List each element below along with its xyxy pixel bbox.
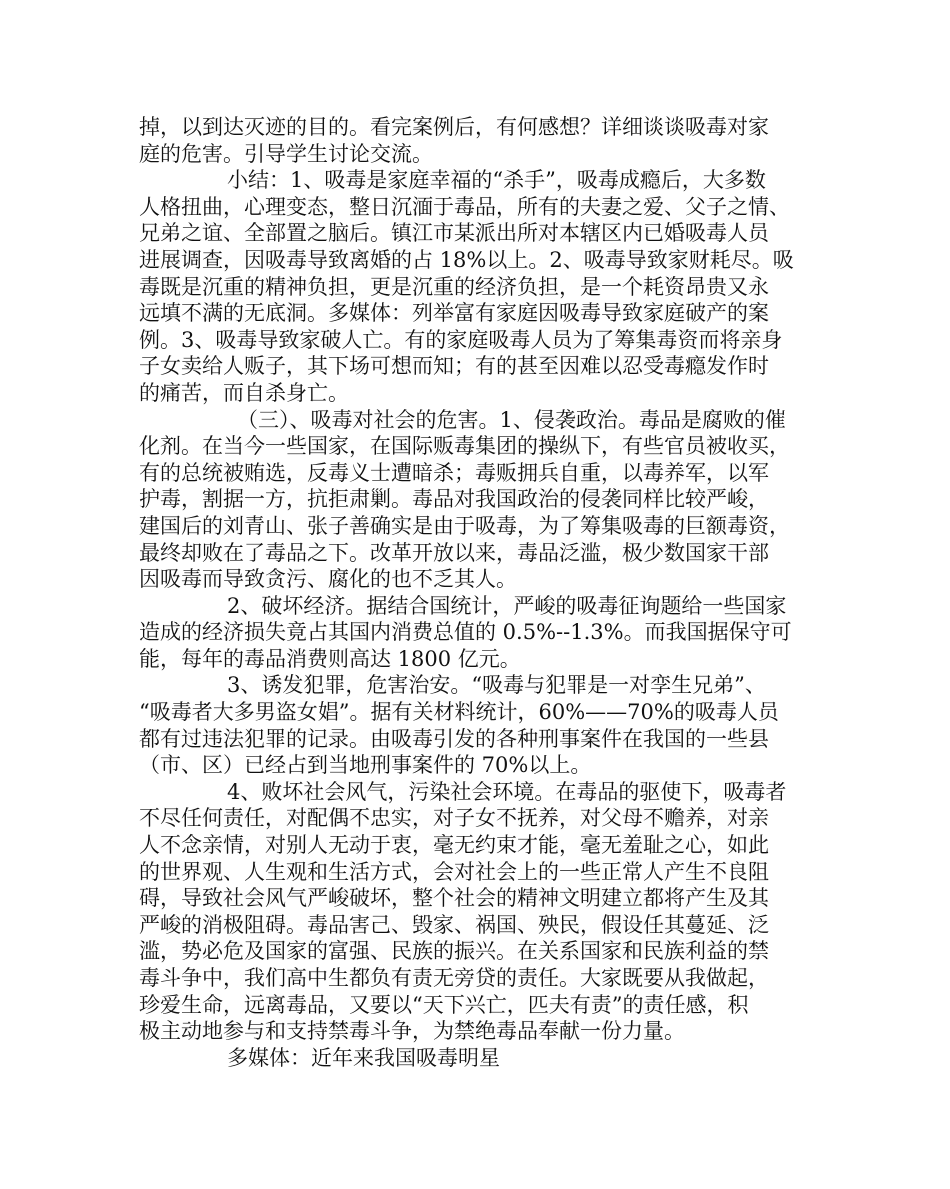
paragraph-multimedia [139, 1045, 829, 1072]
text-line: 化剂。在当今一些国家，在国际贩毒集团的操纵下，有些官员被收买， [139, 434, 790, 459]
text-line: “吸毒者大多男盗女娼”。据有关材料统计，60%——70%的吸毒人员 [139, 700, 779, 725]
paragraph-summary [139, 167, 829, 406]
text-line: 珍爱生命，远离毒品，又要以“天下兴亡，匹夫有责”的责任感，积 [139, 992, 749, 1017]
text-line: 最终却败在了毒品之下。改革开放以来，毒品泛滥，极少数国家干部 [139, 540, 769, 565]
paragraph-crime [139, 672, 829, 778]
text-line: 毒斗争中，我们高中生都负有责无旁贷的责任。大家既要从我做起， [139, 966, 769, 990]
paragraph-case-discussion [139, 114, 829, 167]
text-line: 小结：1、吸毒是家庭幸福的“杀手”，吸毒成瘾后，大多数 [227, 168, 766, 193]
text-line: 的世界观、人生观和生活方式，会对社会上的一些正常人产生不良阻 [139, 859, 769, 884]
text-line: 3、诱发犯罪，危害治安。“吸毒与犯罪是一对孪生兄弟”、 [227, 673, 766, 698]
paragraph-society-politics [139, 407, 829, 593]
text-line: 例。3、吸毒导致家破人亡。有的家庭吸毒人员为了筹集毒资而将亲身 [139, 327, 783, 352]
text-line: 都有过违法犯罪的记录。由吸毒引发的各种刑事案件在我国的一些县 [139, 726, 769, 751]
text-line: 极主动地参与和支持禁毒斗争，为禁绝毒品奉献一份力量。 [139, 1019, 685, 1044]
text-line: 能，每年的毒品消费则高达 1800 亿元。 [139, 646, 521, 671]
document-body [139, 114, 829, 1071]
paragraph-social-morals [139, 779, 829, 1045]
text-line: 严峻的消极阻碍。毒品害己、毁家、祸国、殃民，假设任其蔓延、泛 [139, 912, 769, 937]
text-line: 人格扭曲，心理变态，整日沉湎于毒品，所有的夫妻之爱、父子之情、 [139, 194, 790, 219]
text-line: 人不念亲情，对别人无动于衷，毫无约束才能，毫无羞耻之心，如此 [139, 833, 769, 858]
text-line: 不尽任何责任，对配偶不忠实，对子女不抚养，对父母不赡养，对亲 [139, 806, 769, 831]
text-line: 4、败坏社会风气，污染社会环境。在毒品的驱使下，吸毒者 [227, 779, 787, 804]
paragraph-economy [139, 593, 829, 673]
text-line: 2、破坏经济。据结合国统计，严峻的吸毒征询题给一些国家 [227, 593, 787, 618]
text-line: 因吸毒而导致贪污、腐化的也不乏其人。 [139, 567, 517, 592]
text-line: 毒既是沉重的精神负担，更是沉重的经济负担，是一个耗资昂贵又永 [139, 274, 769, 299]
text-line: 碍，导致社会风气严峻破坏，整个社会的精神文明建立都将产生及其 [139, 886, 769, 911]
text-line: （三）、吸毒对社会的危害。1、侵袭政治。毒品是腐败的催 [237, 407, 786, 432]
text-line: 的痛苦，而自杀身亡。 [139, 380, 349, 405]
text-line: 远填不满的无底洞。多媒体：列举富有家庭因吸毒导致家庭破产的案 [139, 301, 769, 326]
text-line: 有的总统被贿选，反毒义士遭暗杀；毒贩拥兵自重，以毒养军，以军 [139, 460, 769, 485]
text-line: 进展调查，因吸毒导致离婚的占 18%以上。2、吸毒导致家财耗尽。吸 [139, 247, 794, 272]
text-line: 庭的危害。引导学生讨论交流。 [139, 141, 433, 166]
text-line: 子女卖给人贩子，其下场可想而知；有的甚至因难以忍受毒瘾发作时 [139, 354, 769, 379]
text-line: 滥，势必危及国家的富强、民族的振兴。在关系国家和民族利益的禁 [139, 939, 769, 964]
text-line: 掉，以到达灭迹的目的。看完案例后，有何感想？详细谈谈吸毒对家 [139, 115, 769, 139]
text-line: 建国后的刘青山、张子善确实是由于吸毒，为了筹集吸毒的巨额毒资， [139, 513, 790, 538]
text-line: 造成的经济损失竟占其国内消费总值的 0.5%--1.3%。而我国据保守可 [139, 620, 792, 645]
text-line: （市、区）已经占到当地刑事案件的 70%以上。 [139, 753, 592, 778]
text-line: 多媒体：近年来我国吸毒明星 [227, 1045, 500, 1070]
text-line: 护毒，割据一方，抗拒肃剿。毒品对我国政治的侵袭同样比较严峻， [139, 487, 769, 512]
text-line: 兄弟之谊、全部置之脑后。镇江市某派出所对本辖区内已婚吸毒人员 [139, 221, 769, 246]
